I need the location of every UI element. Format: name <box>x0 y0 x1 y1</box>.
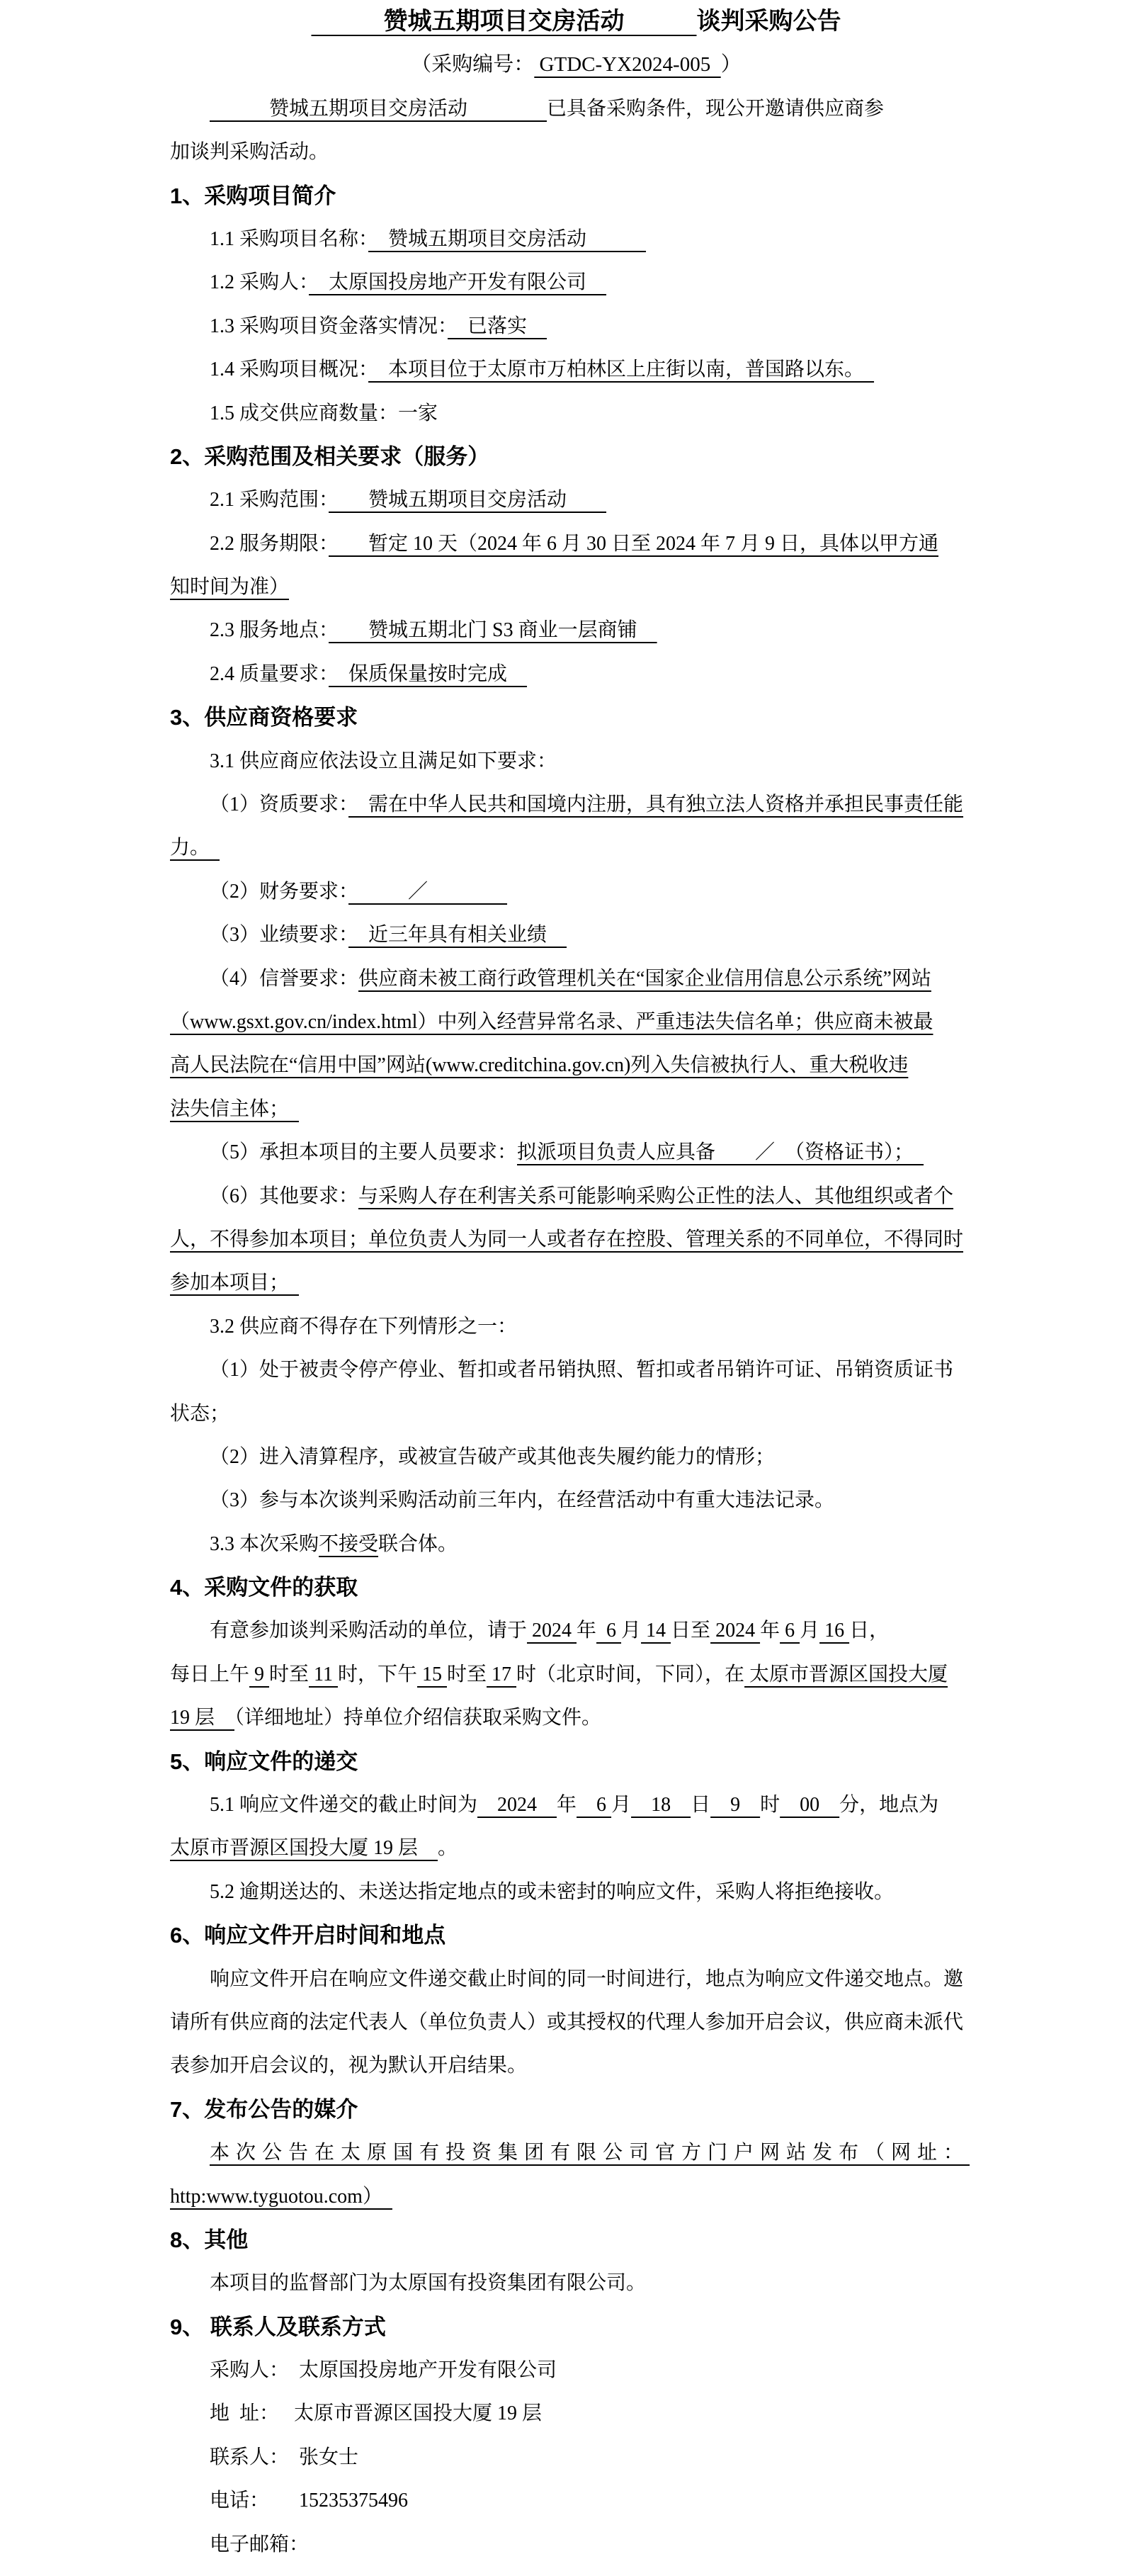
static-text: 1、采购项目简介 <box>170 183 336 208</box>
underlined-fill-in-text: 太原国投房地产开发有限公司 <box>309 271 607 294</box>
underlined-fill-in-text: 保质保量按时完成 <box>329 662 528 685</box>
static-text: 。 <box>438 1837 458 1860</box>
static-text: 请所有供应商的法定代表人（单位负责人）或其授权的代理人参加开启会议，供应商未派代 <box>170 2011 964 2033</box>
item-3-1-6-other-line-3 <box>170 1261 982 1304</box>
underlined-fill-in-text: 11 <box>309 1663 338 1685</box>
static-text: 3.3 本次采购 <box>210 1532 319 1555</box>
section-heading-6 <box>170 1914 982 1957</box>
underlined-fill-in-text: 暂定 10 天（2024 年 6 月 30 日至 2024 年 7 月 9 日，具体以甲方通 <box>329 532 939 555</box>
underlined-fill-in-text: 14 <box>641 1620 671 1642</box>
item-3-1-4-credit-line-2 <box>170 1000 982 1044</box>
contact-email <box>170 2523 982 2566</box>
item-3-1-4-credit-line-3 <box>170 1044 982 1087</box>
static-text: 2.4 质量要求： <box>210 662 329 685</box>
static-text: 2.3 服务地点： <box>210 619 329 642</box>
item-2-2-service-period-line-2 <box>170 565 982 609</box>
item-3-2-3 <box>170 1479 982 1522</box>
static-text: 年 <box>557 1794 577 1817</box>
section-6-paragraph-line-2 <box>170 2001 982 2044</box>
underlined-fill-in-text: 9 <box>249 1663 270 1685</box>
static-text: （4）信誉要求： <box>210 967 359 990</box>
underlined-fill-in-text: 6 <box>577 1794 612 1817</box>
static-text: （详细地址）持单位介绍信获取采购文件。 <box>234 1707 602 1729</box>
static-text: 8、其他 <box>170 2227 249 2252</box>
static-text: 月 <box>800 1620 820 1642</box>
static-text: 时至 <box>447 1663 487 1685</box>
section-4-paragraph-line-1 <box>170 1609 982 1652</box>
item-3-2-1-line-2 <box>170 1392 982 1435</box>
item-1-3-funding-status <box>170 305 982 348</box>
static-text: 3、供应商资格要求 <box>170 705 358 730</box>
section-heading-9 <box>170 2305 982 2349</box>
underlined-fill-in-text: 赞城五期北门 S3 商业一层商铺 <box>329 619 657 642</box>
underlined-fill-in-text: http:www.tyguotou.com） <box>170 2185 392 2208</box>
static-text: 电子邮箱： <box>210 2533 310 2555</box>
underlined-fill-in-text: 赞城五期项目交房活动 <box>311 9 697 35</box>
underlined-fill-in-text: 15 <box>417 1663 448 1685</box>
static-text: 1.1 采购项目名称： <box>210 227 369 250</box>
item-3-2-intro <box>170 1305 982 1348</box>
underlined-fill-in-text: 与采购人存在利害关系可能影响采购公正性的法人、其他组织或者个 <box>358 1185 954 1207</box>
static-text: 已具备采购条件，现公开邀请供应商参 <box>547 97 885 120</box>
section-heading-4 <box>170 1566 982 1609</box>
static-text: 时（北京时间，下同），在 <box>516 1663 745 1685</box>
item-1-2-purchaser <box>170 261 982 304</box>
item-2-2-service-period-line-1 <box>170 522 982 565</box>
item-2-4-quality-requirement <box>170 653 982 696</box>
item-3-2-2 <box>170 1435 982 1479</box>
item-3-1-6-other-line-2 <box>170 1218 982 1261</box>
static-text: 时 <box>760 1794 780 1817</box>
underlined-fill-in-text: 拟派项目负责人应具备 ／ （资格证书）； <box>517 1141 924 1164</box>
document-title <box>170 0 982 43</box>
intro-paragraph-line-1 <box>170 87 982 130</box>
section-heading-7 <box>170 2088 982 2131</box>
static-text: 3.2 供应商不得存在下列情形之一： <box>210 1315 518 1338</box>
section-heading-3 <box>170 696 982 739</box>
item-3-1-intro <box>170 740 982 783</box>
item-2-1-procurement-scope <box>170 478 982 521</box>
static-text: 7、发布公告的媒介 <box>170 2096 358 2122</box>
underlined-fill-in-text: 供应商未被工商行政管理机关在“国家企业信用信息公示系统”网站 <box>358 967 931 990</box>
static-text: 表参加开启会议的，视为默认开启结果。 <box>170 2055 528 2077</box>
underlined-fill-in-text: 已落实 <box>448 315 547 337</box>
static-text: 9、 联系人及联系方式 <box>170 2314 386 2339</box>
static-text: 有意参加谈判采购活动的单位，请于 <box>210 1620 528 1642</box>
underlined-fill-in-text: 太原市晋源区国投大厦 <box>744 1663 948 1685</box>
contact-person <box>170 2436 982 2479</box>
section-7-paragraph-line-2 <box>170 2175 982 2218</box>
static-text: （2）进入清算程序，或被宣告破产或其他丧失履约能力的情形； <box>210 1445 776 1468</box>
static-text: 时，下午 <box>338 1663 418 1685</box>
static-text: 联系人： 张女士 <box>210 2446 359 2468</box>
static-text: （6）其他要求： <box>210 1185 359 1207</box>
underlined-fill-in-text: 19 层 <box>170 1707 235 1729</box>
underlined-fill-in-text: 高人民法院在“信用中国”网站(www.creditchina.gov.cn)列入失信被执行人、重大税收违 <box>170 1054 909 1077</box>
static-text: 月 <box>621 1620 642 1642</box>
underlined-fill-in-text: 6 <box>780 1620 800 1642</box>
static-text: 1.2 采购人： <box>210 271 310 294</box>
item-5-1-deadline-line-2 <box>170 1826 982 1870</box>
item-3-1-2-financial <box>170 870 982 913</box>
static-text: ） <box>720 53 742 77</box>
static-text: （3）业绩要求： <box>210 924 349 947</box>
underlined-fill-in-text: 赞城五期项目交房活动 <box>269 97 468 120</box>
underlined-fill-in-text: 不接受 <box>319 1532 379 1555</box>
underlined-fill-in-text: 2024 <box>710 1620 761 1642</box>
section-4-paragraph-line-3 <box>170 1696 982 1739</box>
underlined-fill-in-text: 参加本项目； <box>170 1272 300 1294</box>
item-3-1-5-key-personnel <box>170 1131 982 1174</box>
underlined-fill-in-text <box>210 98 269 120</box>
item-1-4-project-overview <box>170 348 982 391</box>
static-text: 状态； <box>170 1402 230 1425</box>
underlined-fill-in-text: 本项目位于太原市万柏林区上庄街以南，普国路以东。 <box>368 358 875 381</box>
underlined-fill-in-text: 人，不得参加本项目；单位负责人为同一人或者存在控股、管理关系的不同单位，不得同时 <box>170 1228 964 1250</box>
underlined-fill-in-text <box>467 98 547 120</box>
static-text: 1.3 采购项目资金落实情况： <box>210 315 448 337</box>
section-heading-5 <box>170 1740 982 1783</box>
static-text: 谈判采购公告 <box>696 9 841 35</box>
item-3-1-3-performance <box>170 913 982 956</box>
static-text: （采购编号： <box>411 53 535 77</box>
underlined-fill-in-text: 赞城五期项目交房活动 <box>368 227 647 250</box>
contact-phone <box>170 2479 982 2522</box>
static-text: 2.2 服务期限： <box>210 532 329 555</box>
item-5-1-deadline-line-1 <box>170 1783 982 1826</box>
static-text: （5）承担本项目的主要人员要求： <box>210 1141 518 1164</box>
static-text: 月 <box>611 1794 632 1817</box>
static-text: 本项目的监督部门为太原国有投资集团有限公司。 <box>210 2272 647 2295</box>
item-5-2-late-delivery <box>170 1870 982 1914</box>
underlined-fill-in-text: （www.gsxt.gov.cn/index.html）中列入经营异常名录、严重违法失信名单；供应商未被最 <box>170 1010 933 1033</box>
contact-purchaser <box>170 2349 982 2392</box>
static-text: 每日上午 <box>170 1663 250 1685</box>
underlined-fill-in-text: 赞城五期项目交房活动 <box>329 489 607 512</box>
static-text: 5.1 响应文件递交的截止时间为 <box>210 1794 478 1817</box>
static-text: 2.1 采购范围： <box>210 489 329 512</box>
static-text: 6、响应文件开启时间和地点 <box>170 1923 446 1948</box>
section-7-paragraph-line-1 <box>170 2131 982 2174</box>
static-text: 1.5 成交供应商数量：一家 <box>210 402 438 424</box>
item-3-3-no-consortium <box>170 1523 982 1566</box>
static-text: 2、采购范围及相关要求（服务） <box>170 444 490 469</box>
underlined-fill-in-text: 00 <box>780 1794 840 1817</box>
section-6-paragraph-line-1 <box>170 1958 982 2001</box>
underlined-fill-in-text: 本次公告在太原国有投资集团有限公司官方门户网站发布（网址： <box>210 2142 970 2164</box>
static-text: （3）参与本次谈判采购活动前三年内，在经营活动中有重大违法记录。 <box>210 1489 835 1512</box>
static-text: 时至 <box>269 1663 310 1685</box>
static-text: 采购人： 太原国投房地产开发有限公司 <box>210 2359 557 2382</box>
item-1-1-project-name <box>170 218 982 261</box>
item-3-1-1-qualification-line-1 <box>170 783 982 826</box>
item-3-2-1-line-1 <box>170 1348 982 1391</box>
static-text: 3.1 供应商应依法设立且满足如下要求： <box>210 750 557 772</box>
underlined-fill-in-text: 需在中华人民共和国境内注册，具有独立法人资格并承担民事责任能 <box>348 793 964 816</box>
underlined-fill-in-text: GTDC-YX2024-005 <box>534 53 721 77</box>
item-1-5-winning-supplier-count <box>170 392 982 435</box>
static-text: （2）财务要求： <box>210 880 349 903</box>
section-heading-8 <box>170 2218 982 2261</box>
section-heading-2 <box>170 435 982 478</box>
underlined-fill-in-text: ／ <box>348 880 508 903</box>
contact-address <box>170 2392 982 2435</box>
section-8-paragraph <box>170 2261 982 2305</box>
static-text: 年 <box>577 1620 597 1642</box>
underlined-fill-in-text: 2024 <box>477 1794 557 1817</box>
static-text: 日至 <box>671 1620 711 1642</box>
static-text: 加谈判采购活动。 <box>170 141 329 164</box>
static-text: 年 <box>760 1620 780 1642</box>
item-3-1-6-other-line-1 <box>170 1175 982 1218</box>
static-text: 5.2 逾期送达的、未送达指定地点的或未密封的响应文件，采购人将拒绝接收。 <box>210 1880 895 1903</box>
static-text: 5、响应文件的递交 <box>170 1749 358 1774</box>
underlined-fill-in-text: 力。 <box>170 837 220 859</box>
static-text: 4、采购文件的获取 <box>170 1575 358 1600</box>
underlined-fill-in-text: 16 <box>819 1620 850 1642</box>
underlined-fill-in-text: 6 <box>596 1620 622 1642</box>
item-2-3-service-location <box>170 609 982 652</box>
underlined-fill-in-text: 9 <box>710 1794 761 1817</box>
static-text: 分，地点为 <box>839 1794 939 1817</box>
section-6-paragraph-line-3 <box>170 2044 982 2087</box>
static-text: 响应文件开启在响应文件递交截止时间的同一时间进行，地点为响应文件递交地点。邀 <box>210 1967 964 1990</box>
static-text: 电话： 15235375496 <box>210 2490 409 2512</box>
static-text: 地 址： 太原市晋源区国投大厦 19 层 <box>210 2402 543 2425</box>
underlined-fill-in-text: 2024 <box>527 1620 577 1642</box>
underlined-fill-in-text: 法失信主体； <box>170 1097 300 1120</box>
item-3-1-4-credit-line-4 <box>170 1088 982 1131</box>
item-3-1-4-credit-line-1 <box>170 957 982 1000</box>
underlined-fill-in-text: 近三年具有相关业绩 <box>348 924 567 947</box>
item-3-1-1-qualification-line-2 <box>170 826 982 869</box>
static-text: 日 <box>691 1794 711 1817</box>
static-text: （1）处于被责令停产停业、暂扣或者吊销执照、暂扣或者吊销许可证、吊销资质证书 <box>210 1359 954 1382</box>
intro-paragraph-line-2 <box>170 130 982 174</box>
underlined-fill-in-text: 太原市晋源区国投大厦 19 层 <box>170 1837 438 1860</box>
section-heading-1 <box>170 174 982 218</box>
procurement-number-line <box>170 43 982 86</box>
underlined-fill-in-text: 知时间为准） <box>170 576 290 599</box>
section-4-paragraph-line-2 <box>170 1653 982 1696</box>
underlined-fill-in-text: 18 <box>631 1794 691 1817</box>
underlined-fill-in-text: 17 <box>487 1663 517 1685</box>
static-text: 联合体。 <box>378 1532 458 1555</box>
static-text: 日， <box>849 1620 890 1642</box>
static-text: 1.4 采购项目概况： <box>210 358 369 381</box>
static-text: （1）资质要求： <box>210 793 349 816</box>
